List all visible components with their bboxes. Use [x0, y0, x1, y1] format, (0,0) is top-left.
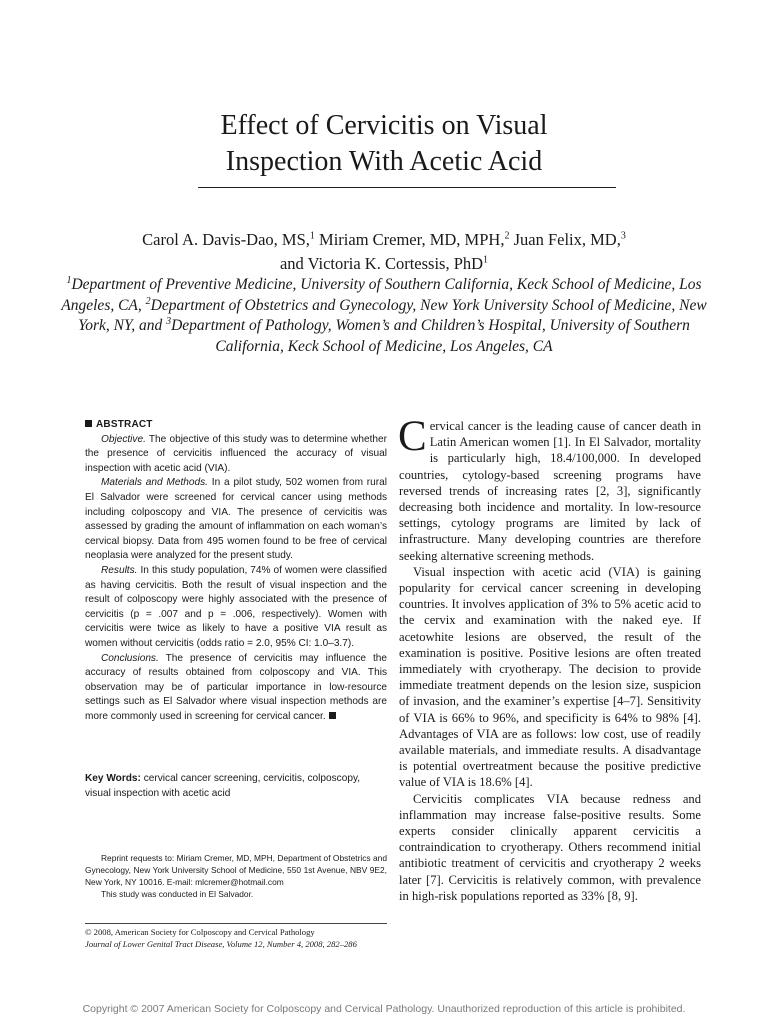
author-3: Juan Felix, MD, [509, 230, 621, 249]
abstract [85, 418, 387, 724]
study-location-note: This study was conducted in El Salvador. [101, 889, 254, 899]
author-3-affil: 3 [620, 230, 626, 242]
conclusions-text: The presence of cervicitis may influence the accuracy of results obtained from colposcopy and VIA. This observation may be of particular importance in low-resource settings such as El Salvador where visual inspection methods are more commonly used in screening for cervical cancer. [85, 652, 387, 722]
affil-1-marker: 1 [66, 274, 72, 286]
results-label: Results. [101, 564, 138, 576]
abstract-conclusions [85, 652, 387, 725]
keywords [85, 772, 387, 801]
methods-text: In a pilot study, 502 women from rural El Salvador were screened for cervical cancer using methods including colposcopy and VIA. The presence of cervicitis was assessed by grading the amount of inflammation on each woman’s cervical biopsy. Data from 495 women found to be free of cervical neoplasia were analyzed for the present study. [85, 477, 387, 562]
results-text: In this study population, 74% of women were classified as having cervicitis. Both the result of visual inspection and the result of colposcopy were highly associated with the presence of cervicitis (p = .007 and p = .006, respectively). Women with cervicitis were twice as likely to have a positive VIA result as women without cervicitis (odds ratio = 2.0, 95% CI: 1.0–3.7). [85, 564, 387, 649]
end-square-icon [329, 712, 336, 719]
title-line-1: Effect of Cervicitis on Visual [220, 110, 548, 141]
body-paragraph-1-text: ervical cancer is the leading cause of cancer death in Latin American women [1]. In El Salvador, mortality is particularly high, 18.4/100,000. In developed countries, cytology-based screening programs have reversed trends of increasing rates [2, 3], significantly decreasing both incidence and mortality. In low-resource settings, cytology programs are limited by lack of infrastructure. Many developing countries are therefore seeking alternative screening methods. [399, 419, 701, 563]
author-4-affil: 1 [483, 254, 489, 266]
reprint-requests: Reprint requests to: Miriam Cremer, MD, MPH, Department of Obstetrics and Gynecology, New York University School of Medicine, 550 1st Avenue, NBV 9E2, New York, NY 10016. E-mail: mlcremer@hotmail.com [85, 853, 387, 887]
abstract-objective [85, 433, 387, 477]
abstract-results [85, 564, 387, 652]
drop-cap: C [398, 413, 427, 460]
affil-2-marker: 2 [145, 295, 151, 307]
abstract-methods [85, 476, 387, 564]
author-4: and Victoria K. Cortessis, PhD [279, 254, 484, 273]
journal-citation: Journal of Lower Genital Tract Disease, Volume 12, Number 4, 2008, 282–286 [85, 939, 357, 949]
abstract-heading-text: ABSTRACT [96, 419, 153, 430]
title-divider [198, 187, 616, 188]
publication-divider [85, 923, 387, 924]
affiliations [60, 275, 708, 357]
article-title [120, 108, 648, 180]
copyright-footer: Copyright © 2007 American Society for Colposcopy and Cervical Pathology. Unauthorized reproduction of this article is prohibited. [82, 1003, 686, 1015]
publication-info [85, 926, 395, 950]
affil-3: Department of Pathology, Women’s and Children’s Hospital, University of Southern California, Keck School of Medicine, Los Angeles, CA [171, 317, 690, 355]
affil-3-marker: 3 [166, 315, 172, 327]
body-paragraph-3: Cervicitis complicates VIA because redness and inflammation may increase false-positive results. Some experts consider clinically apparent cervicitis a contraindication to cryotherapy. Others recommend initial antibiotic treatment of cervicitis and cryotherapy 2 weeks later [7]. Cervicitis is relatively common, with prevalence in high-risk populations reported as 33% [8, 9]. [399, 791, 701, 903]
methods-label: Materials and Methods. [101, 477, 208, 489]
square-bullet-icon [85, 420, 92, 427]
affil-1: Department of Preventive Medicine, University of Southern California, Keck School of Medicine, Los Angeles, CA, [61, 276, 702, 314]
author-1-affil: 1 [309, 230, 315, 242]
title-line-2: Inspection With Acetic Acid [225, 146, 543, 177]
reprint-note [85, 852, 387, 900]
author-2-affil: 2 [504, 230, 510, 242]
body-paragraph-2: Visual inspection with acetic acid (VIA) is gaining popularity for cervical cancer screening in developing countries. It involves application of 3% to 5% acetic acid to the cervix and examination with the naked eye. If acetowhite lesions are observed, the result of the examination is positive. Positive lesions are often treated immediately with cryotherapy. The decision to provide immediate treatment depends on the lesion size, suspicion of invasion, and the examiner’s expertise [4–7]. Sensitivity of VIA is 66% to 96%, and specificity is 64% to 98% [4]. Advantages of VIA are as follows: low cost, use of readily available materials, and immediate results. A disadvantage is potential overtreatment because the positive predictive value of VIA is 18.6% [4]. [399, 564, 701, 790]
objective-text: The objective of this study was to determine whether the presence of cervicitis influenced the accuracy of visual inspection with acetic acid (VIA). [85, 433, 387, 474]
author-list [60, 228, 708, 276]
affil-2: Department of Obstetrics and Gynecology, New York University School of Medicine, New York, NY, and [78, 296, 707, 334]
abstract-heading [85, 418, 387, 433]
author-2: Miriam Cremer, MD, MPH, [314, 230, 505, 249]
publication-copyright: © 2008, American Society for Colposcopy and Cervical Pathology [85, 927, 315, 937]
keywords-text: cervical cancer screening, cervicitis, colposcopy, visual inspection with acetic acid [85, 773, 361, 799]
body-text [398, 413, 701, 904]
conclusions-label: Conclusions. [101, 652, 159, 664]
author-1: Carol A. Davis-Dao, MS, [142, 230, 310, 249]
keywords-label: Key Words: [85, 773, 141, 784]
objective-label: Objective. [101, 433, 146, 445]
body-paragraph-1 [398, 413, 701, 564]
